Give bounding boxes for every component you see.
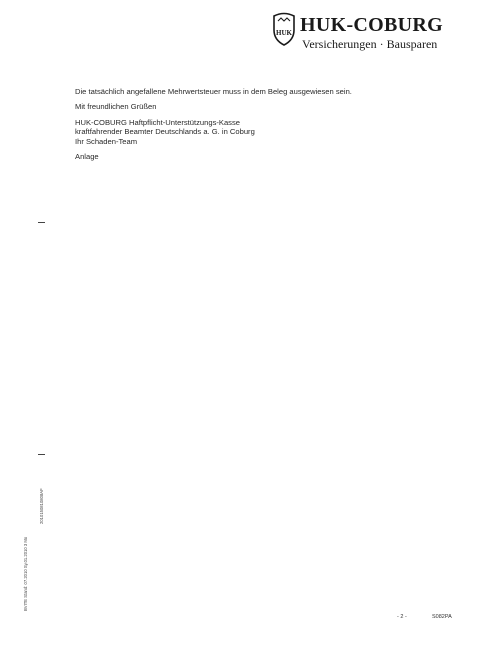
letter-body [75, 87, 352, 167]
page-number: - 2 - [397, 614, 407, 620]
shield-text: HUK [276, 29, 292, 37]
brand-name: HUK-COBURG [300, 14, 443, 36]
enclosure-label: Anlage [75, 152, 99, 162]
margin-doc-code: 2010150810808AF [39, 488, 44, 524]
signature-line: HUK-COBURG Haftpflicht-Unterstützungs-Kasse [75, 117, 241, 127]
form-code: S082PA [432, 614, 452, 620]
brand-tagline: Versicherungen · Bausparen [302, 37, 438, 51]
closing-greeting: Mit freundlichen Grüßen [75, 102, 157, 112]
margin-print-stamp: BVITE Stand: 07.2010 Sy.01.2010 3 Mo [23, 536, 28, 611]
signature-line: Ihr Schaden-Team [75, 136, 138, 146]
punch-mark [38, 454, 45, 455]
vat-note: Die tatsächlich angefallene Mehrwertsteuer muss in dem Beleg ausgewiesen sein. [75, 87, 352, 96]
huk-coburg-logo [272, 12, 492, 56]
fold-mark [38, 222, 45, 223]
signature-block [75, 118, 352, 146]
shield-icon [272, 12, 296, 46]
signature-line: kraftfahrender Beamter Deutschlands a. G. in Coburg [75, 127, 255, 137]
